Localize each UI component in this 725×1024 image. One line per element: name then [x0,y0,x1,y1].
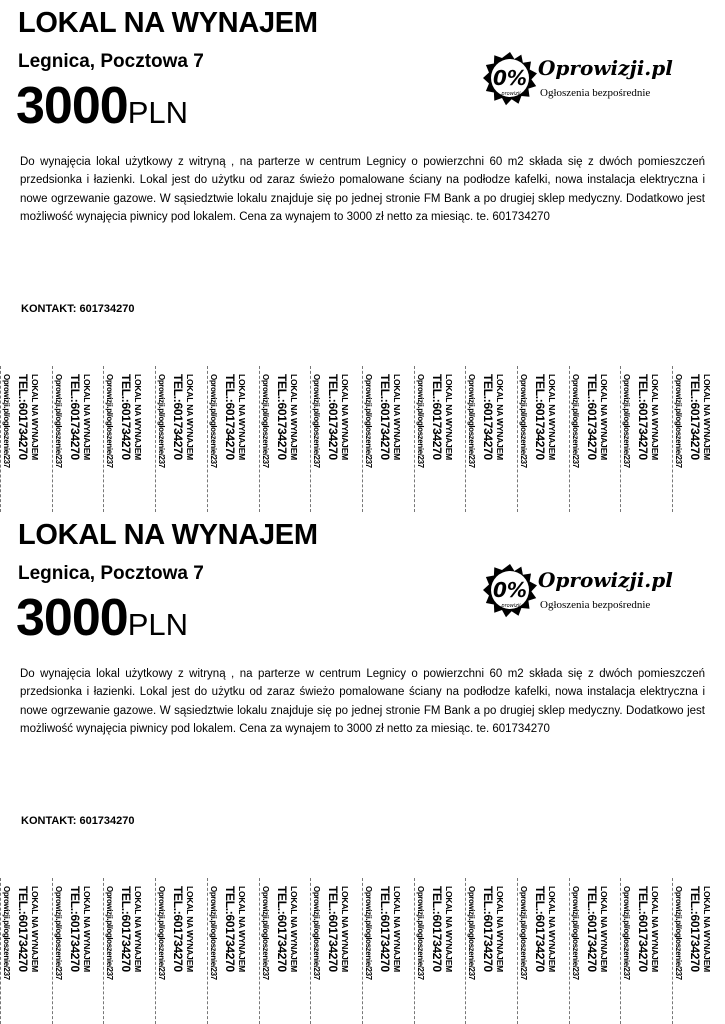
tear-off-tab[interactable] [310,366,361,512]
tab-url: Oprowizji.pl/ogloszenie/237 [2,374,11,468]
tear-off-tab[interactable] [259,366,310,512]
tear-off-tab[interactable] [259,878,310,1024]
tab-phone: TEL.:601734270 [533,374,547,460]
tab-url: Oprowizji.pl/ogloszenie/237 [571,886,580,980]
tab-phone: TEL.:601734270 [636,886,650,972]
cut-line [0,878,1,1024]
tab-phone: TEL.:601734270 [481,374,495,460]
price-currency: PLN [127,607,188,642]
tab-phone: TEL.:601734270 [533,886,547,972]
badge-text: 0% [493,578,527,602]
cut-line [207,366,208,512]
oprowizji-logo [482,50,673,110]
cut-line [52,878,53,1024]
oprowizji-logo [482,562,673,622]
tab-phone: TEL.:601734270 [68,374,82,460]
tab-url: Oprowizji.pl/ogloszenie/237 [416,886,425,980]
tab-url: Oprowizji.pl/ogloszenie/237 [54,886,63,980]
listing-description: Do wynajęcia lokal użytkowy z witryną , na parterze w centrum Legnicy o powierzchni 60 m2 składa się z dwóch pomieszczeń przedsionka i łazienki. Lokal jest do użytku od zaraz świeżo pomalowane ściany na podłodze kafelki, nowa instalacja elektryczna i nowe ogrzewanie gazowe. W sąsiedztwie lokalu znajduje się po jednej stronie FM Bank a po drugiej sklep medyczny. Dodatkowo jest możliwość wynajęcia piwnicy pod lokalem. Cena za wynajem to 3000 zł netto za miesiąc. te. 601734270 [20,156,705,223]
tab-title: LOKAL NA WYNAJEM [289,886,299,973]
tear-off-tab[interactable] [310,878,361,1024]
listing-description: Do wynajęcia lokal użytkowy z witryną , na parterze w centrum Legnicy o powierzchni 60 m2 składa się z dwóch pomieszczeń przedsionka i łazienki. Lokal jest do użytku od zaraz świeżo pomalowane ściany na podłodze kafelki, nowa instalacja elektryczna i nowe ogrzewanie gazowe. W sąsiedztwie lokalu znajduje się po jednej stronie FM Bank a po drugiej sklep medyczny. Dodatkowo jest możliwość wynajęcia piwnicy pod lokalem. Cena za wynajem to 3000 zł netto za miesiąc. te. 601734270 [20,668,705,735]
tear-off-tab[interactable] [0,878,51,1024]
tab-phone: TEL.:601734270 [223,886,237,972]
tab-title: LOKAL NA WYNAJEM [82,886,92,973]
tear-off-tab[interactable] [52,878,103,1024]
tab-phone: TEL.:601734270 [275,374,289,460]
tab-url: Oprowizji.pl/ogloszenie/237 [519,886,528,980]
tab-phone: TEL.:601734270 [16,374,30,460]
cut-line [414,878,415,1024]
tab-url: Oprowizji.pl/ogloszenie/237 [209,886,218,980]
tab-title: LOKAL NA WYNAJEM [30,886,40,973]
tear-off-tabs [0,366,725,512]
listing-price [16,588,188,661]
tab-url: Oprowizji.pl/ogloszenie/237 [2,886,11,980]
tab-phone: TEL.:601734270 [688,374,702,460]
tab-url: Oprowizji.pl/ogloszenie/237 [467,886,476,980]
tab-title: LOKAL NA WYNAJEM [650,374,660,461]
tab-url: Oprowizji.pl/ogloszenie/237 [364,886,373,980]
tab-phone: TEL.:601734270 [171,886,185,972]
tab-title: LOKAL NA WYNAJEM [185,374,195,461]
cut-line [310,878,311,1024]
cut-line [517,878,518,1024]
tab-title: LOKAL NA WYNAJEM [185,886,195,973]
cut-line [207,878,208,1024]
starburst-badge-icon [482,50,538,106]
tab-url: Oprowizji.pl/ogloszenie/237 [364,374,373,468]
tab-phone: TEL.:601734270 [378,374,392,460]
logo-tagline: Ogłoszenia bezpośrednie [540,599,651,611]
flyer-bottom [0,512,725,1024]
tear-off-tab[interactable] [620,878,671,1024]
tab-phone: TEL.:601734270 [688,886,702,972]
cut-line [414,366,415,512]
tab-phone: TEL.:601734270 [481,886,495,972]
tear-off-tab[interactable] [207,366,258,512]
price-amount: 3000 [16,77,128,135]
tear-off-tab[interactable] [569,878,620,1024]
cut-line [362,878,363,1024]
tab-url: Oprowizji.pl/ogloszenie/237 [674,886,683,980]
cut-line [620,878,621,1024]
tear-off-tab[interactable] [155,366,206,512]
tab-title: LOKAL NA WYNAJEM [444,886,454,973]
cut-line [465,366,466,512]
tear-off-tab[interactable] [465,878,516,1024]
tear-off-tab[interactable] [103,366,154,512]
price-currency: PLN [127,95,188,130]
tab-phone: TEL.:601734270 [378,886,392,972]
tab-title: LOKAL NA WYNAJEM [702,374,712,461]
price-amount: 3000 [16,589,128,647]
tear-off-tab[interactable] [414,878,465,1024]
badge-small-text: prowizji [501,91,521,97]
tab-url: Oprowizji.pl/ogloszenie/237 [622,374,631,468]
listing-contact: KONTAKT: 601734270 [21,815,135,827]
tab-phone: TEL.:601734270 [119,886,133,972]
tab-title: LOKAL NA WYNAJEM [599,374,609,461]
tab-title: LOKAL NA WYNAJEM [444,374,454,461]
starburst-badge-icon [482,562,538,618]
tab-phone: TEL.:601734270 [275,886,289,972]
cut-line [103,878,104,1024]
tear-off-tab[interactable] [207,878,258,1024]
tab-title: LOKAL NA WYNAJEM [30,374,40,461]
tab-phone: TEL.:601734270 [16,886,30,972]
tab-url: Oprowizji.pl/ogloszenie/237 [467,374,476,468]
cut-line [103,366,104,512]
tab-title: LOKAL NA WYNAJEM [392,886,402,973]
tear-off-tab[interactable] [362,366,413,512]
tab-title: LOKAL NA WYNAJEM [547,886,557,973]
listing-price [16,76,188,149]
tab-phone: TEL.:601734270 [326,374,340,460]
tab-title: LOKAL NA WYNAJEM [82,374,92,461]
tear-off-tab[interactable] [362,878,413,1024]
listing-title: LOKAL NA WYNAJEM [18,519,318,551]
cut-line [517,366,518,512]
tab-url: Oprowizji.pl/ogloszenie/237 [157,886,166,980]
tear-off-tab[interactable] [52,366,103,512]
tab-title: LOKAL NA WYNAJEM [495,886,505,973]
tab-title: LOKAL NA WYNAJEM [237,886,247,973]
tear-off-tab[interactable] [103,878,154,1024]
tab-phone: TEL.:601734270 [119,374,133,460]
badge-small-text: prowizji [501,603,521,609]
tab-phone: TEL.:601734270 [636,374,650,460]
tear-off-tab[interactable] [465,366,516,512]
tab-phone: TEL.:601734270 [223,374,237,460]
tear-off-tab[interactable] [672,366,723,512]
tear-off-tab[interactable] [517,878,568,1024]
tab-phone: TEL.:601734270 [585,886,599,972]
cut-line [672,366,673,512]
cut-line [620,366,621,512]
tab-title: LOKAL NA WYNAJEM [547,374,557,461]
tab-url: Oprowizji.pl/ogloszenie/237 [261,374,270,468]
cut-line [465,878,466,1024]
tab-url: Oprowizji.pl/ogloszenie/237 [674,374,683,468]
listing-address: Legnica, Pocztowa 7 [18,563,204,584]
tab-phone: TEL.:601734270 [171,374,185,460]
tear-off-tab[interactable] [0,366,51,512]
tab-title: LOKAL NA WYNAJEM [133,886,143,973]
cut-line [0,366,1,512]
tab-title: LOKAL NA WYNAJEM [340,886,350,973]
tab-phone: TEL.:601734270 [326,886,340,972]
tab-title: LOKAL NA WYNAJEM [237,374,247,461]
tear-off-tab[interactable] [620,366,671,512]
tear-off-tab[interactable] [517,366,568,512]
tab-url: Oprowizji.pl/ogloszenie/237 [312,374,321,468]
tear-off-tab[interactable] [672,878,723,1024]
tab-url: Oprowizji.pl/ogloszenie/237 [157,374,166,468]
tab-url: Oprowizji.pl/ogloszenie/237 [105,374,114,468]
tab-url: Oprowizji.pl/ogloszenie/237 [519,374,528,468]
logo-tagline: Ogłoszenia bezpośrednie [540,87,651,99]
tear-off-tab[interactable] [569,366,620,512]
tab-phone: TEL.:601734270 [430,886,444,972]
listing-title: LOKAL NA WYNAJEM [18,7,318,39]
tab-title: LOKAL NA WYNAJEM [289,374,299,461]
cut-line [362,366,363,512]
listing-address: Legnica, Pocztowa 7 [18,51,204,72]
tear-off-tabs [0,878,725,1024]
tab-url: Oprowizji.pl/ogloszenie/237 [571,374,580,468]
tab-url: Oprowizji.pl/ogloszenie/237 [416,374,425,468]
logo-name: Oprowizji.pl [538,568,673,592]
cut-line [259,878,260,1024]
tear-off-tab[interactable] [155,878,206,1024]
tab-title: LOKAL NA WYNAJEM [392,374,402,461]
tab-phone: TEL.:601734270 [430,374,444,460]
cut-line [155,366,156,512]
logo-name: Oprowizji.pl [538,56,673,80]
listing-contact: KONTAKT: 601734270 [21,303,135,315]
cut-line [52,366,53,512]
tab-title: LOKAL NA WYNAJEM [133,374,143,461]
tab-url: Oprowizji.pl/ogloszenie/237 [622,886,631,980]
tab-phone: TEL.:601734270 [68,886,82,972]
cut-line [259,366,260,512]
cut-line [672,878,673,1024]
tab-url: Oprowizji.pl/ogloszenie/237 [209,374,218,468]
tab-title: LOKAL NA WYNAJEM [702,886,712,973]
tab-url: Oprowizji.pl/ogloszenie/237 [312,886,321,980]
tab-title: LOKAL NA WYNAJEM [495,374,505,461]
tab-phone: TEL.:601734270 [585,374,599,460]
tear-off-tab[interactable] [414,366,465,512]
tab-title: LOKAL NA WYNAJEM [599,886,609,973]
tab-title: LOKAL NA WYNAJEM [340,374,350,461]
tab-title: LOKAL NA WYNAJEM [650,886,660,973]
tab-url: Oprowizji.pl/ogloszenie/237 [54,374,63,468]
cut-line [569,366,570,512]
cut-line [310,366,311,512]
badge-text: 0% [493,66,527,90]
cut-line [569,878,570,1024]
tab-url: Oprowizji.pl/ogloszenie/237 [105,886,114,980]
cut-line [155,878,156,1024]
tab-url: Oprowizji.pl/ogloszenie/237 [261,886,270,980]
